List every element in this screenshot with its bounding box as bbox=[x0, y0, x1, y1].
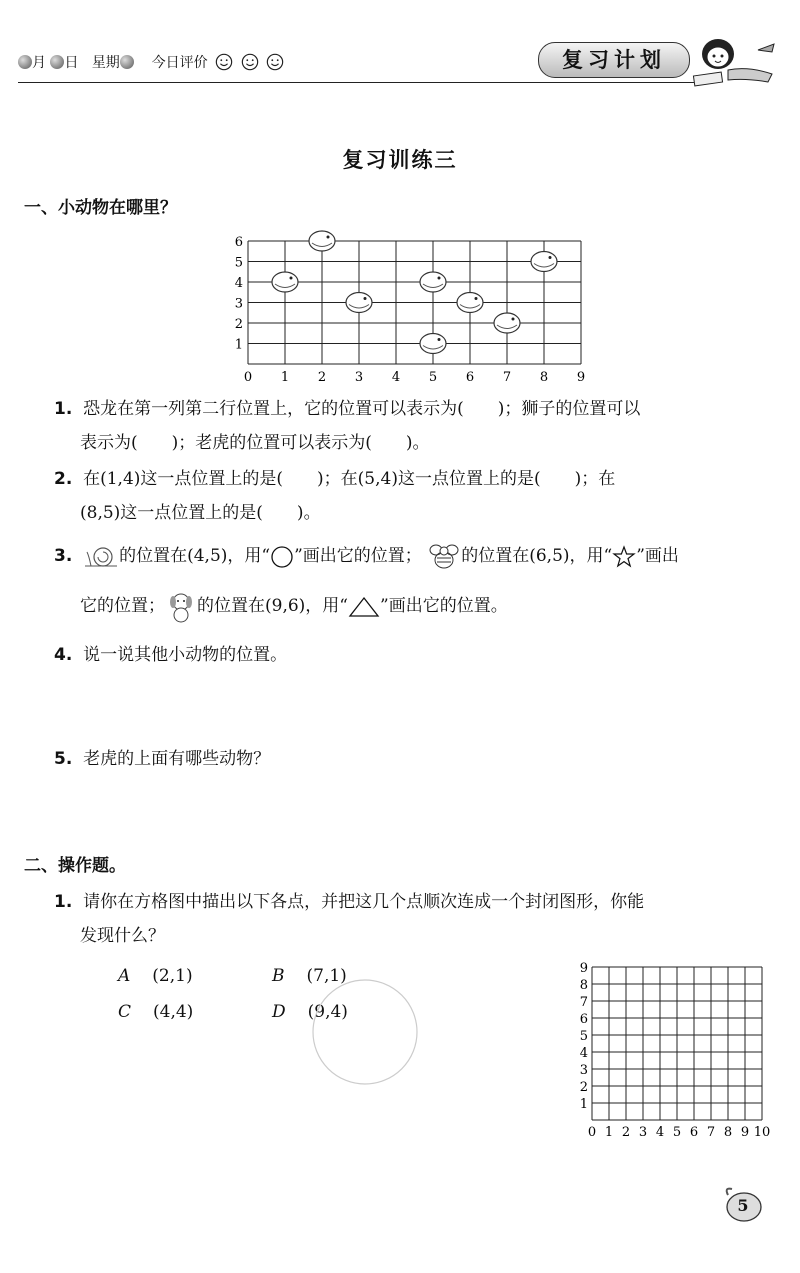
question-number: 2. bbox=[54, 469, 73, 489]
point-coord: (9,4) bbox=[307, 1002, 348, 1022]
question-text: 发现什么？ bbox=[80, 926, 165, 946]
point-label: D bbox=[272, 1002, 286, 1022]
circle-shape-icon bbox=[270, 545, 294, 569]
x-tick-label: 8 bbox=[723, 1125, 733, 1140]
x-tick-label: 0 bbox=[587, 1125, 597, 1140]
y-tick-label: 6 bbox=[234, 235, 243, 250]
x-tick-label: 5 bbox=[672, 1125, 682, 1140]
star-shape-icon bbox=[612, 545, 636, 569]
cartoon-girl-icon bbox=[688, 30, 778, 88]
question-3 bbox=[54, 536, 794, 626]
question-2 bbox=[54, 462, 784, 530]
x-tick-label: 9 bbox=[740, 1125, 750, 1140]
snail-icon bbox=[83, 544, 119, 570]
point-label: B bbox=[272, 966, 285, 986]
y-tick-label: 8 bbox=[579, 978, 588, 993]
point-coord: (2,1) bbox=[152, 966, 193, 986]
day-label: 日 bbox=[64, 55, 79, 71]
lion-icon bbox=[420, 272, 446, 292]
hedgehog-icon bbox=[494, 313, 520, 333]
rabbit-icon bbox=[272, 272, 298, 292]
y-tick-label: 1 bbox=[234, 337, 243, 353]
review-plan-banner: 复习计划 bbox=[538, 42, 690, 78]
x-tick-label: 8 bbox=[539, 370, 549, 385]
y-tick-label: 3 bbox=[234, 296, 243, 312]
y-tick-label: 5 bbox=[579, 1029, 588, 1044]
dog-icon bbox=[420, 334, 446, 354]
operation-question-1 bbox=[54, 885, 784, 953]
section-2-heading: 二、操作题。 bbox=[24, 856, 126, 876]
x-tick-label: 10 bbox=[753, 1125, 771, 1140]
question-number: 1. bbox=[54, 892, 73, 912]
month-label: 月 bbox=[32, 55, 46, 71]
point-c bbox=[118, 1002, 193, 1022]
x-tick-label: 0 bbox=[243, 370, 253, 385]
x-tick-label: 9 bbox=[576, 370, 586, 385]
weekday-label: 星期 bbox=[91, 55, 120, 71]
question-text: 的位置在(6,5)，用“ bbox=[461, 546, 613, 566]
puppy-icon bbox=[165, 590, 197, 624]
question-4 bbox=[54, 638, 287, 672]
x-tick-label: 2 bbox=[621, 1125, 631, 1140]
triangle-shape-icon bbox=[348, 595, 380, 619]
point-a bbox=[118, 966, 193, 986]
y-tick-label: 4 bbox=[234, 276, 243, 291]
page-title: 复习训练三 bbox=[342, 148, 458, 172]
question-number: 5. bbox=[54, 749, 73, 769]
question-text: ”画出 bbox=[636, 546, 679, 566]
point-label: C bbox=[118, 1002, 132, 1022]
section-1-heading: 一、小动物在哪里？ bbox=[24, 198, 177, 218]
smiley-icon bbox=[266, 53, 284, 71]
y-tick-label: 2 bbox=[234, 317, 243, 332]
page-number: 5 bbox=[737, 1196, 749, 1215]
y-tick-label: 4 bbox=[579, 1046, 588, 1061]
x-tick-label: 4 bbox=[391, 370, 401, 385]
date-line bbox=[18, 52, 284, 72]
smiley-icon bbox=[241, 53, 259, 71]
x-tick-label: 6 bbox=[465, 370, 475, 385]
x-tick-label: 1 bbox=[280, 370, 290, 385]
question-text: 请你在方格图中描出以下各点，并把这几个点顺次连成一个封闭图形，你能 bbox=[83, 892, 645, 912]
question-text: 表示为( )；老虎的位置可以表示为( )。 bbox=[80, 433, 430, 453]
butterfly-icon bbox=[309, 231, 335, 251]
watermark-stamp bbox=[290, 970, 440, 1100]
y-tick-label: 9 bbox=[579, 961, 588, 976]
question-text: 恐龙在第一列第二行位置上，它的位置可以表示为( )；狮子的位置可以 bbox=[83, 399, 641, 419]
y-tick-label: 7 bbox=[579, 995, 588, 1010]
tiger-icon bbox=[346, 293, 372, 313]
x-tick-label: 5 bbox=[428, 370, 438, 385]
drawing-grid bbox=[572, 958, 772, 1142]
question-number: 1. bbox=[54, 399, 73, 419]
question-text: 的位置在(4,5)，用“ bbox=[119, 546, 271, 566]
x-tick-label: 7 bbox=[706, 1125, 716, 1140]
bee-icon bbox=[427, 540, 461, 574]
y-tick-label: 1 bbox=[579, 1097, 588, 1112]
point-coord: (7,1) bbox=[306, 966, 347, 986]
y-tick-label: 3 bbox=[579, 1063, 588, 1078]
bird-icon bbox=[531, 252, 557, 272]
x-tick-label: 6 bbox=[689, 1125, 699, 1140]
x-tick-label: 1 bbox=[604, 1125, 614, 1140]
x-tick-label: 4 bbox=[655, 1125, 665, 1140]
x-tick-label: 7 bbox=[502, 370, 512, 385]
weekday-blank bbox=[120, 55, 134, 69]
dinosaur-icon bbox=[457, 293, 483, 313]
question-text: 在(1,4)这一点位置上的是( )；在(5,4)这一点位置上的是( )；在 bbox=[83, 469, 616, 489]
question-text: 的位置在(9,6)，用“ bbox=[197, 596, 348, 616]
animal-position-grid bbox=[228, 226, 608, 386]
y-tick-label: 6 bbox=[579, 1012, 588, 1027]
question-5 bbox=[54, 742, 270, 776]
point-coord: (4,4) bbox=[153, 1002, 194, 1022]
header-rule bbox=[18, 82, 708, 83]
question-1 bbox=[54, 392, 784, 460]
y-tick-label: 5 bbox=[234, 255, 243, 271]
x-tick-label: 3 bbox=[354, 370, 364, 385]
question-text: ”画出它的位置。 bbox=[380, 596, 508, 616]
question-number: 4. bbox=[54, 645, 73, 665]
question-text: 它的位置； bbox=[80, 596, 165, 616]
question-number: 3. bbox=[54, 546, 73, 566]
question-text: 说一说其他小动物的位置。 bbox=[83, 645, 288, 665]
question-text: ”画出它的位置； bbox=[294, 546, 422, 566]
x-tick-label: 2 bbox=[317, 370, 327, 385]
question-text: 老虎的上面有哪些动物？ bbox=[83, 749, 271, 769]
smiley-icon bbox=[215, 53, 233, 71]
y-tick-label: 2 bbox=[579, 1080, 588, 1095]
question-text: (8,5)这一点位置上的是( )。 bbox=[80, 503, 321, 523]
point-label: A bbox=[118, 966, 131, 986]
month-blank bbox=[18, 55, 32, 69]
evaluation-label: 今日评价 bbox=[151, 55, 208, 71]
day-blank bbox=[50, 55, 64, 69]
x-tick-label: 3 bbox=[638, 1125, 648, 1140]
